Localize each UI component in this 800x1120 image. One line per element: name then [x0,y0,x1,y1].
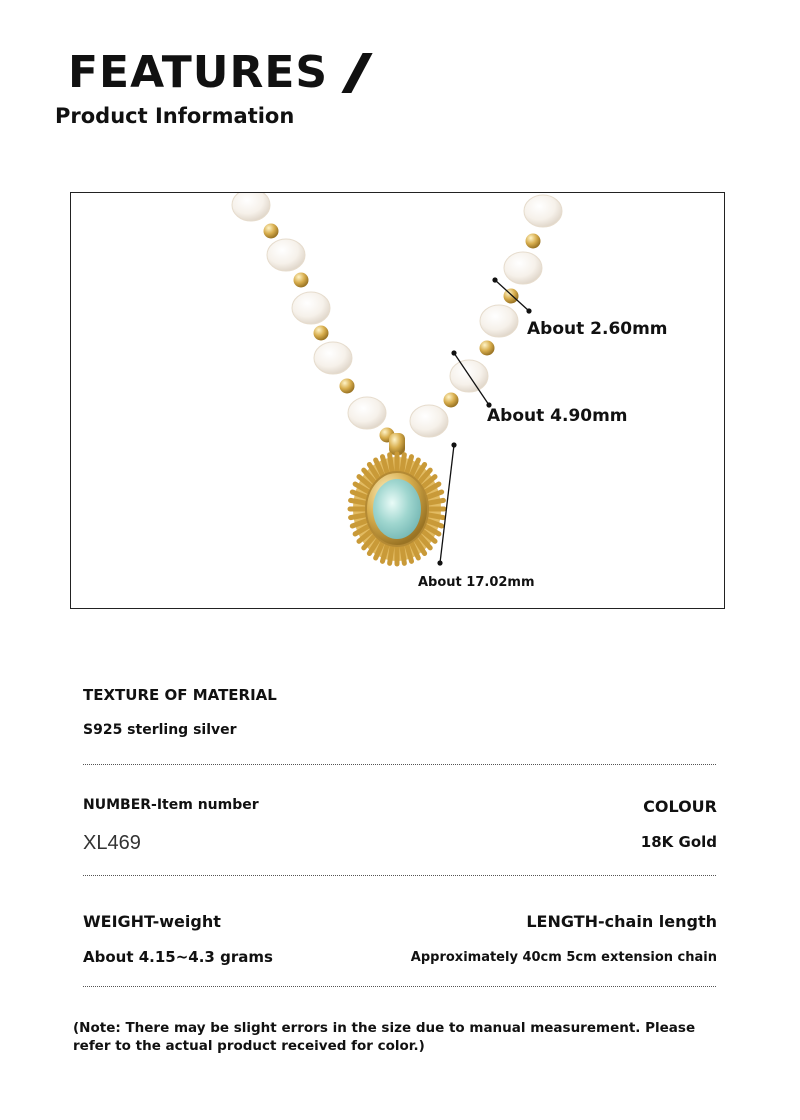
page-title: FEATURES [68,47,329,98]
gold-bead [504,289,519,304]
pendant-ray [402,547,404,564]
pearl-bead [480,305,518,337]
pendant-ray [390,547,392,564]
gold-bead [444,393,459,408]
colour-label: COLOUR [643,797,717,816]
divider [83,875,716,876]
section-subtitle: Product Information [55,104,295,128]
product-photo [70,192,725,609]
gold-bead [314,326,329,341]
pendant-ray [351,515,366,518]
sun-pendant [350,433,444,564]
pendant-ray [429,515,444,518]
features-heading [68,48,362,98]
opal-stone [373,479,421,539]
pendant-ray [429,500,444,503]
pearl-bead [267,239,305,271]
measurement-pendant: About 17.02mm [418,575,535,590]
measurement-note: (Note: There may be slight errors in the size due to manual measurement. Please refer to the actual product received for color.) [73,1020,696,1054]
necklace-illustration [71,193,725,609]
texture-label: TEXTURE OF MATERIAL [83,686,277,704]
length-value: Approximately 40cm 5cm extension chain [410,950,717,965]
pendant-ray [351,500,366,503]
pointer-dot [526,308,531,313]
pearl-bead [524,195,562,227]
pendant-ray [390,455,392,472]
pearl-bead [232,193,270,221]
pointer-dot [451,442,456,447]
item-number-value: XL469 [83,832,141,854]
pearl-bead [410,405,448,437]
slash-mark [341,53,372,93]
pointer-dot [437,560,442,565]
measurement-pearl: About 4.90mm [487,406,628,426]
divider [83,764,716,765]
pearl-bead [314,342,352,374]
texture-value: S925 sterling silver [83,722,237,738]
item-number-label: NUMBER-Item number [83,797,259,813]
gold-bead [526,234,541,249]
length-label: LENGTH-chain length [526,912,717,931]
pointer-line [440,445,454,563]
weight-value: About 4.15~4.3 grams [83,948,273,966]
colour-value: 18K Gold [640,833,717,851]
pearl-bead [292,292,330,324]
pointer-dot [492,277,497,282]
gold-bead [294,273,309,288]
gold-bead [264,224,279,239]
measurement-bead: About 2.60mm [527,319,668,339]
pointer-dot [451,350,456,355]
pendant-ray [402,455,404,472]
divider [83,986,716,987]
gold-bead [340,379,355,394]
pearl-bead [348,397,386,429]
weight-label: WEIGHT-weight [83,912,221,931]
pearl-bead [504,252,542,284]
gold-bead [480,341,495,356]
